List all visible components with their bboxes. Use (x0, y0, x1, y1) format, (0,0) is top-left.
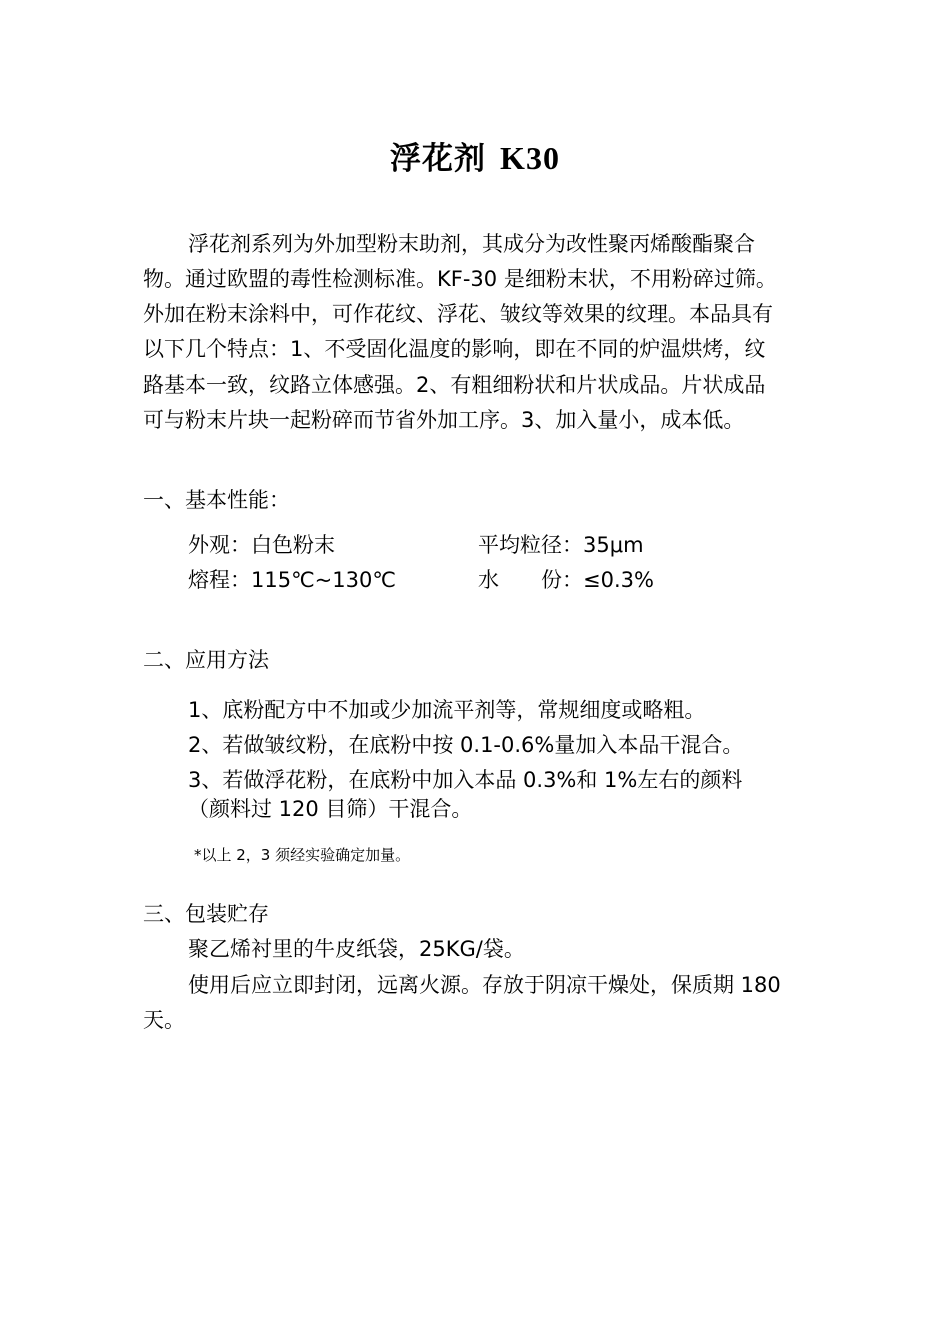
usage-item-continued: （颜料过 120 目筛）干混合。 (188, 797, 473, 821)
intro-line: 浮花剂系列为外加型粉末助剂，其成分为改性聚丙烯酸酯聚合 (188, 232, 755, 256)
storage-text-continued: 天。 (143, 1008, 185, 1032)
intro-line: 可与粉末片块一起粉碎而节省外加工序。3、加入量小，成本低。 (143, 408, 745, 432)
intro-line: 外加在粉末涂料中，可作花纹、浮花、皱纹等效果的纹理。本品具有 (143, 302, 773, 326)
storage-text: 使用后应立即封闭，远离火源。存放于阴凉干燥处，保质期 180 (188, 973, 781, 997)
intro-line: 物。通过欧盟的毒性检测标准。KF-30 是细粉末状，不用粉碎过筛。 (143, 267, 777, 291)
packaging-text: 聚乙烯衬里的牛皮纸袋，25KG/袋。 (188, 937, 525, 961)
section-heading-properties: 一、基本性能： (143, 488, 290, 512)
section-heading-usage: 二、应用方法 (143, 648, 269, 672)
usage-item: 2、若做皱纹粉，在底粉中按 0.1-0.6%量加入本品干混合。 (188, 733, 744, 757)
property-melting-range: 熔程：115℃~130℃ (188, 568, 396, 592)
section-heading-packaging: 三、包装贮存 (143, 902, 269, 926)
usage-item: 1、底粉配方中不加或少加流平剂等，常规细度或略粗。 (188, 698, 706, 722)
usage-item: 3、若做浮花粉，在底粉中加入本品 0.3%和 1%左右的颜料 (188, 768, 743, 792)
property-appearance: 外观：白色粉末 (188, 533, 335, 557)
intro-line: 以下几个特点：1、不受固化温度的影响，即在不同的炉温烘烤，纹 (143, 337, 766, 361)
property-particle-size: 平均粒径：35μm (478, 533, 644, 557)
usage-note: *以上 2，3 须经实验确定加量。 (194, 846, 411, 864)
title-code: K30 (500, 140, 560, 176)
document-title (0, 136, 950, 181)
intro-line: 路基本一致，纹路立体感强。2、有粗细粉状和片状成品。片状成品 (143, 373, 766, 397)
title-main: 浮花剂 (390, 141, 487, 177)
property-moisture: 水 份：≤0.3% (478, 568, 654, 592)
